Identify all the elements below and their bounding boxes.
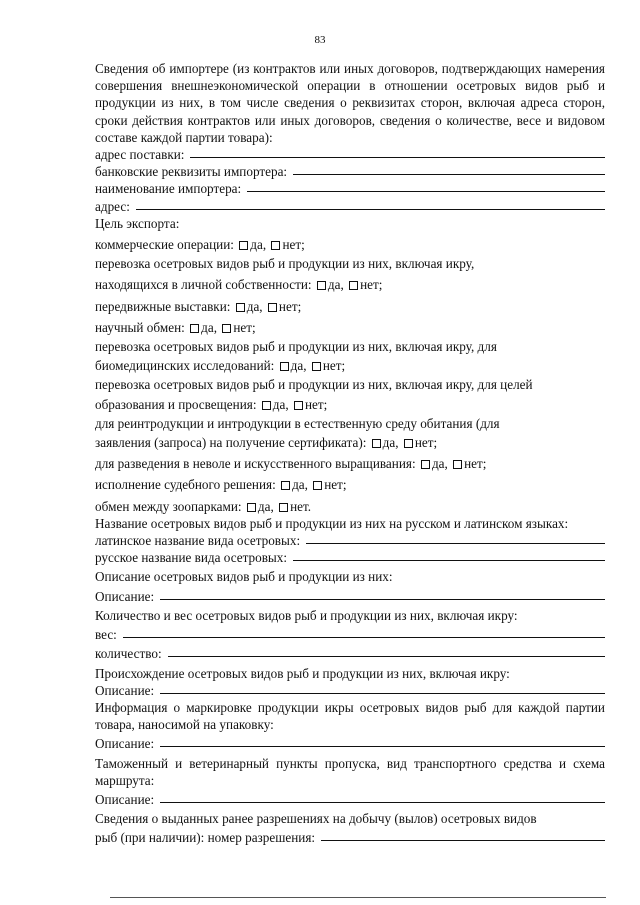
export-purpose-heading: Цель экспорта:	[95, 215, 180, 231]
importer-info-paragraph: Сведения об импортере (из контрактов или иных договоров, подтверждающих намерения совершения внешнеэкономической операции в отношении осетровых видов рыб и продукции из них, в том числе сведения о реквизитах сторон, включая адреса сторон, сроки действия контрактов или иных договоров, сведения о количестве, весе и видовом составе каждой партии товара):	[95, 61, 605, 145]
permit-number-field[interactable]	[321, 828, 605, 841]
permit-number-row	[95, 829, 605, 846]
purpose-court	[95, 476, 605, 493]
description-heading: Описание осетровых видов рыб и продукции из них:	[95, 569, 393, 585]
no-label: нет;	[360, 277, 383, 293]
marking-description-field[interactable]	[160, 734, 605, 747]
purpose-reintro-line2	[95, 434, 605, 451]
checkbox-exhibitions-yes[interactable]	[236, 303, 245, 312]
yes-label: да,	[327, 277, 344, 293]
delivery-address-field[interactable]	[190, 145, 605, 158]
marking-description-row	[95, 735, 605, 752]
address-row	[95, 198, 605, 215]
importer-name-row	[95, 180, 605, 197]
checkbox-personal-no[interactable]	[349, 281, 358, 290]
checkbox-personal-yes[interactable]	[317, 281, 326, 290]
address-field[interactable]	[136, 197, 605, 210]
customs-heading: Таможенный и ветеринарный пункты пропуска, вид транспортного средства и схема маршрута:	[95, 755, 605, 788]
yes-label: да,	[272, 396, 289, 412]
weight-field[interactable]	[123, 625, 605, 638]
checkbox-court-no[interactable]	[313, 481, 322, 490]
marking-description-label: Описание:	[95, 736, 155, 752]
no-label: нет;	[278, 298, 302, 314]
purpose-reintro-line1: для реинтродукции и интродукции в естественную среду обитания (для	[95, 415, 500, 431]
checkbox-biomed-no[interactable]	[312, 362, 321, 371]
checkbox-biomed-yes[interactable]	[280, 362, 289, 371]
quantity-heading: Количество и вес осетровых видов рыб и продукции из них, включая икру:	[95, 607, 518, 623]
bank-details-row	[95, 163, 605, 180]
marking-heading: Информация о маркировке продукции икры осетровых видов рыб для каждой партии товара, наносимой на упаковку:	[95, 699, 605, 733]
customs-description-row	[95, 791, 605, 808]
customs-description-field[interactable]	[160, 790, 605, 803]
no-label: нет.	[290, 498, 312, 514]
latin-name-label: латинское название вида осетровых:	[95, 533, 301, 549]
origin-description-row	[95, 682, 605, 699]
weight-row	[95, 626, 605, 643]
address-label: адрес:	[95, 198, 130, 214]
checkbox-zoo-yes[interactable]	[247, 503, 256, 512]
checkbox-court-yes[interactable]	[281, 481, 290, 490]
purpose-zoo-label: обмен между зоопарками:	[95, 498, 242, 514]
purpose-court-label: исполнение судебного решения:	[95, 477, 276, 493]
weight-label: вес:	[95, 627, 117, 643]
purpose-reintro-label: заявления (запроса) на получение сертификата):	[95, 435, 367, 451]
permits-heading-line1: Сведения о выданных ранее разрешениях на добычу (вылов) осетровых видов	[95, 811, 537, 827]
checkbox-reintro-yes[interactable]	[372, 439, 381, 448]
russian-name-row	[95, 549, 605, 566]
purpose-biomed-line2	[95, 357, 605, 374]
purpose-scientific	[95, 319, 605, 336]
checkbox-education-no[interactable]	[294, 401, 303, 410]
species-names-heading: Название осетровых видов рыб и продукции из них на русском и латинском языках:	[95, 515, 569, 531]
bank-details-field[interactable]	[293, 162, 605, 175]
checkbox-commercial-yes[interactable]	[239, 241, 248, 250]
purpose-breeding	[95, 455, 605, 472]
purpose-breeding-label: для разведения в неволе и искусственного выращивания:	[95, 456, 416, 472]
purpose-education-label: образования и просвещения:	[95, 396, 257, 412]
purpose-education-line2	[95, 396, 605, 413]
purpose-education-line1: перевозка осетровых видов рыб и продукции из них, включая икру, для целей	[95, 377, 533, 393]
purpose-scientific-label: научный обмен:	[95, 319, 185, 335]
checkbox-breeding-no[interactable]	[453, 460, 462, 469]
yes-label: да,	[201, 319, 218, 335]
delivery-address-row	[95, 146, 605, 163]
quantity-label: количество:	[95, 646, 162, 662]
no-label: нет;	[304, 396, 328, 412]
quantity-field[interactable]	[168, 644, 605, 657]
purpose-commercial-label: коммерческие операции:	[95, 237, 234, 253]
checkbox-commercial-no[interactable]	[271, 241, 280, 250]
checkbox-reintro-no[interactable]	[404, 439, 413, 448]
russian-name-label: русское название вида осетровых:	[95, 550, 288, 566]
checkbox-scientific-yes[interactable]	[190, 324, 199, 333]
purpose-personal-line2	[95, 276, 605, 293]
yes-label: да,	[250, 237, 267, 253]
checkbox-zoo-no[interactable]	[279, 503, 288, 512]
russian-name-field[interactable]	[293, 548, 605, 561]
purpose-personal-label: находящихся в личной собственности:	[95, 277, 312, 293]
purpose-biomed-label: биомедицинских исследований:	[95, 358, 275, 374]
no-label: нет;	[414, 435, 438, 451]
permit-number-label: рыб (при наличии): номер разрешения:	[95, 830, 316, 846]
yes-label: да,	[246, 298, 263, 314]
description-row	[95, 588, 605, 605]
purpose-biomed-line1: перевозка осетровых видов рыб и продукции из них, включая икру, для	[95, 339, 497, 355]
purpose-commercial	[95, 236, 605, 253]
no-label: нет;	[322, 358, 346, 374]
purpose-exhibitions-label: передвижные выставки:	[95, 298, 231, 314]
origin-description-label: Описание:	[95, 682, 155, 698]
purpose-exhibitions	[95, 298, 605, 315]
page-number: 83	[314, 34, 326, 46]
importer-name-field[interactable]	[247, 179, 605, 192]
yes-label: да,	[431, 456, 448, 472]
no-label: нет;	[324, 477, 347, 493]
yes-label: да,	[290, 358, 307, 374]
checkbox-scientific-no[interactable]	[222, 324, 231, 333]
latin-name-row	[95, 532, 605, 549]
form-content	[95, 60, 605, 847]
description-label: Описание:	[95, 588, 155, 604]
customs-description-label: Описание:	[95, 791, 155, 807]
yes-label: да,	[382, 435, 399, 451]
checkbox-exhibitions-no[interactable]	[268, 303, 277, 312]
origin-heading: Происхождение осетровых видов рыб и продукции из них, включая икру:	[95, 665, 510, 681]
yes-label: да,	[292, 477, 308, 493]
checkbox-education-yes[interactable]	[262, 401, 271, 410]
description-field[interactable]	[160, 587, 605, 600]
delivery-address-label: адрес поставки:	[95, 147, 185, 163]
no-label: нет;	[233, 319, 256, 335]
purpose-personal-line1: перевозка осетровых видов рыб и продукции из них, включая икру,	[95, 256, 475, 272]
quantity-row	[95, 645, 605, 662]
no-label: нет;	[282, 237, 305, 253]
page-bottom-edge	[110, 897, 606, 898]
origin-description-field[interactable]	[160, 681, 605, 694]
checkbox-breeding-yes[interactable]	[421, 460, 430, 469]
no-label: нет;	[464, 456, 487, 472]
bank-details-label: банковские реквизиты импортера:	[95, 164, 288, 180]
importer-name-label: наименование импортера:	[95, 181, 242, 197]
latin-name-field[interactable]	[306, 531, 605, 544]
yes-label: да,	[257, 498, 274, 514]
purpose-zoo	[95, 498, 605, 515]
